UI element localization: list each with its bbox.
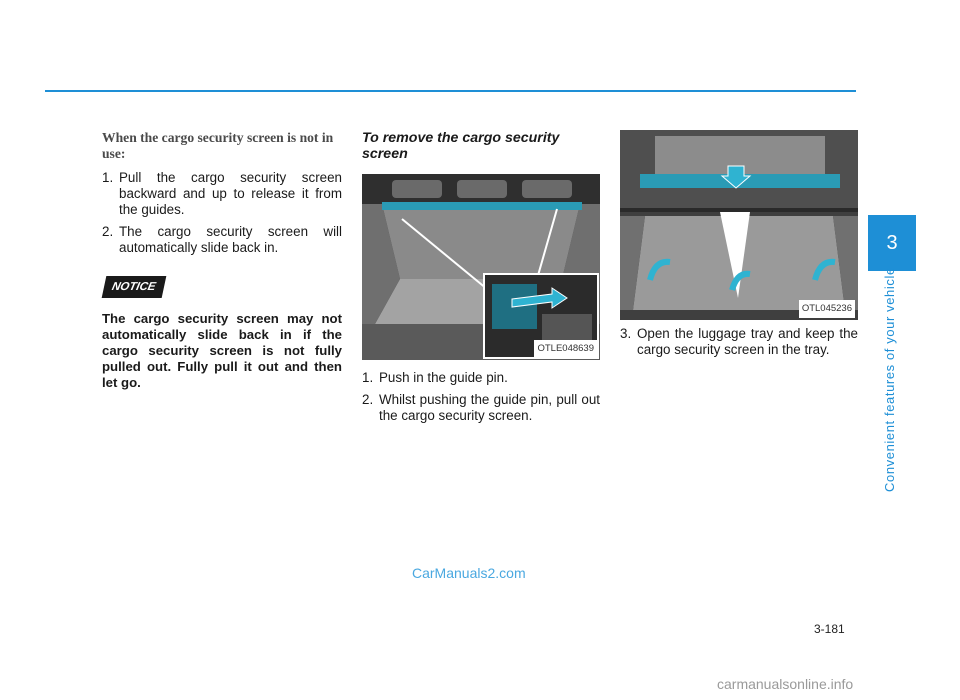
step-text: Push in the guide pin. xyxy=(379,370,508,385)
figure-guide-pin xyxy=(362,174,600,360)
section-heading-remove: To remove the cargo security screen xyxy=(362,130,560,162)
cargo-area-illustration xyxy=(362,174,600,360)
step-item xyxy=(362,392,600,424)
watermark-link[interactable]: CarManuals2.com xyxy=(412,565,526,581)
column-3 xyxy=(620,130,858,364)
column-2 xyxy=(362,130,600,430)
step-number: 2. xyxy=(102,224,114,239)
figure-code: OTL045236 xyxy=(799,300,855,318)
step-item xyxy=(102,170,342,218)
notice-text: The cargo security screen may not automatically slide back in if the cargo security screen is not fully pulled out. Fully pull it out and then let go. xyxy=(102,311,342,390)
chapter-title: Convenient features of your vehicle xyxy=(882,267,897,492)
page-number: 3-181 xyxy=(814,622,845,636)
step-number: 1. xyxy=(362,370,374,385)
figure-code: OTLE048639 xyxy=(534,340,597,358)
step-number: 3. xyxy=(620,326,632,341)
figure-luggage-tray xyxy=(620,130,858,320)
step-text: Pull the cargo security screen backward and up to release it from the guides. xyxy=(119,170,342,217)
step-number: 2. xyxy=(362,392,374,407)
step-item xyxy=(620,326,858,358)
notice-badge: NOTICE xyxy=(102,276,167,298)
step-text: Whilst pushing the guide pin, pull out the cargo security screen. xyxy=(379,392,600,423)
luggage-tray-illustration xyxy=(620,130,858,320)
subheading-not-in-use: When the cargo security screen is not in use: xyxy=(102,130,334,161)
watermark-footer: carmanualsonline.info xyxy=(717,676,854,692)
column-1 xyxy=(102,130,342,391)
step-text: The cargo security screen will automatically slide back in. xyxy=(119,224,342,255)
step-item xyxy=(102,224,342,256)
chapter-tab[interactable]: 3 xyxy=(868,215,916,271)
top-rule xyxy=(45,90,856,92)
step-number: 1. xyxy=(102,170,114,185)
step-item xyxy=(362,370,600,386)
step-text: Open the luggage tray and keep the cargo security screen in the tray. xyxy=(637,326,858,357)
